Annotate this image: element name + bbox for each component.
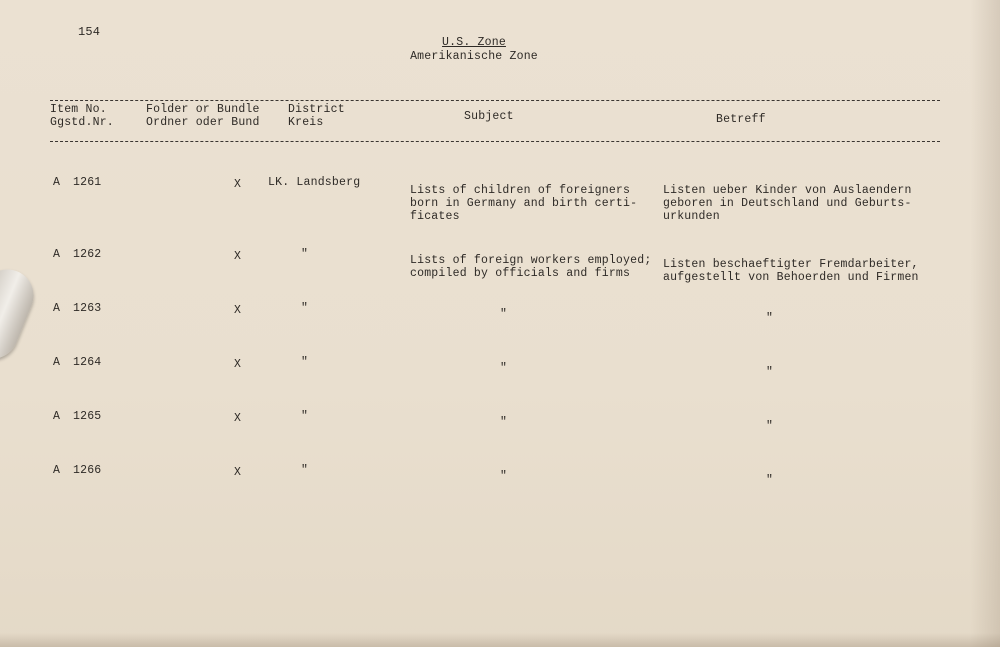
page-edge-shadow	[970, 0, 1000, 647]
district-ditto: "	[301, 410, 309, 423]
paper-clip	[0, 262, 41, 367]
betreff-line: "	[766, 420, 774, 433]
district-ditto: "	[301, 248, 309, 261]
district-ditto: "	[301, 302, 309, 315]
header-district-de: Kreis	[288, 116, 324, 129]
district-ditto: "	[301, 356, 309, 369]
folder-mark: X	[234, 466, 242, 479]
district-name: LK. Landsberg	[268, 176, 361, 189]
zone-title: U.S. Zone	[442, 36, 506, 49]
zone-subtitle: Amerikanische Zone	[410, 50, 538, 63]
subject-line: ficates	[410, 210, 460, 223]
subject-line: born in Germany and birth certi-	[410, 197, 638, 210]
header-item-no-en: Item No.	[50, 103, 107, 116]
header-item-no-de: Ggstd.Nr.	[50, 116, 114, 129]
subject-line: "	[500, 470, 508, 483]
subject-line: Lists of children of foreigners	[410, 184, 631, 197]
subject-line: Lists of foreign workers employed;	[410, 254, 652, 267]
folder-mark: X	[234, 250, 242, 263]
betreff-line: "	[766, 366, 774, 379]
folder-mark: X	[234, 178, 242, 191]
betreff-line: geboren in Deutschland und Geburts-	[663, 197, 912, 210]
item-number: 1263	[73, 302, 102, 315]
betreff-line: "	[766, 312, 774, 325]
page-bottom-shadow	[0, 633, 1000, 647]
betreff-line: aufgestellt von Behoerden und Firmen	[663, 271, 919, 284]
header-subject: Subject	[464, 110, 514, 123]
item-prefix: A	[53, 464, 61, 477]
header-folder-de: Ordner oder Bund	[146, 116, 260, 129]
item-number: 1264	[73, 356, 102, 369]
betreff-line: urkunden	[663, 210, 720, 223]
item-prefix: A	[53, 302, 61, 315]
item-number: 1265	[73, 410, 102, 423]
item-prefix: A	[53, 356, 61, 369]
subject-line: "	[500, 308, 508, 321]
header-folder-en: Folder or Bundle	[146, 103, 260, 116]
folder-mark: X	[234, 304, 242, 317]
item-number: 1262	[73, 248, 102, 261]
page-number: 154	[78, 25, 101, 39]
betreff-line: Listen beschaeftigter Fremdarbeiter,	[663, 258, 919, 271]
item-prefix: A	[53, 248, 61, 261]
header-district-en: District	[288, 103, 345, 116]
header-rule-top	[50, 100, 940, 101]
item-prefix: A	[53, 176, 61, 189]
betreff-line: Listen ueber Kinder von Auslaendern	[663, 184, 912, 197]
subject-line: "	[500, 362, 508, 375]
header-rule-bottom	[50, 141, 940, 142]
folder-mark: X	[234, 358, 242, 371]
folder-mark: X	[234, 412, 242, 425]
item-number: 1261	[73, 176, 102, 189]
subject-line: compiled by officials and firms	[410, 267, 631, 280]
betreff-line: "	[766, 474, 774, 487]
item-number: 1266	[73, 464, 102, 477]
subject-line: "	[500, 416, 508, 429]
district-ditto: "	[301, 464, 309, 477]
item-prefix: A	[53, 410, 61, 423]
header-betreff: Betreff	[716, 113, 766, 126]
